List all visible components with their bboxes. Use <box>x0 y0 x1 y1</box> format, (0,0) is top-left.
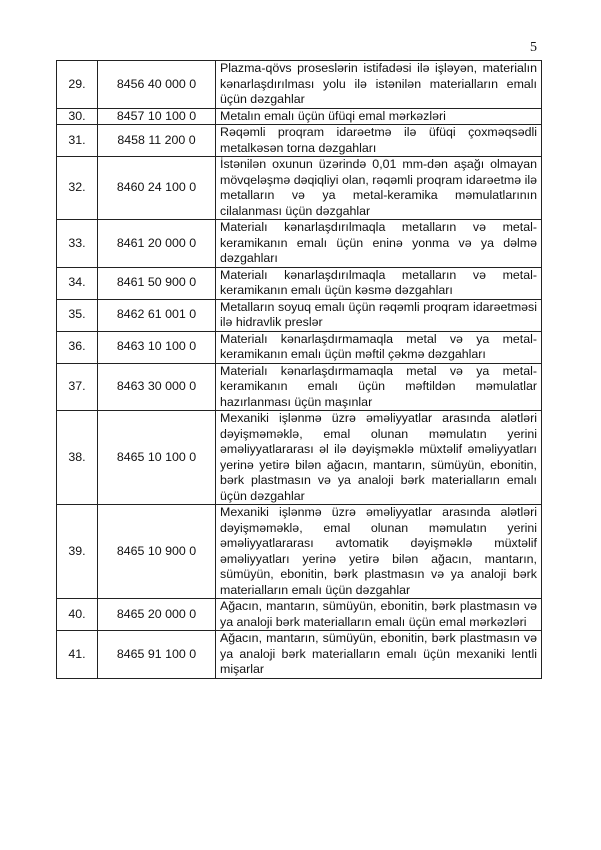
description: Metalların soyuq emalı üçün rəqəmli proqram idarəetməsi ilə hidravlik preslər <box>216 299 542 331</box>
description: İstənilən oxunun üzərində 0,01 mm-dən aşağı olmayan mövqeləşmə dəqiqliyi olan, rəqəmli proqram idarəetmə ilə metalların və ya metal-keramika məmulatlarının cilalanması üçün dəzgahlar <box>216 157 542 220</box>
row-number: 38. <box>57 411 98 505</box>
table-body <box>57 61 542 679</box>
row-number: 31. <box>57 125 98 157</box>
page-number: 5 <box>530 40 537 55</box>
table-row <box>57 267 542 299</box>
row-number: 36. <box>57 331 98 363</box>
customs-code: 8463 10 100 0 <box>98 331 216 363</box>
description: Ağacın, mantarın, sümüyün, ebonitin, bərk plastmasın və ya analoji bərk materialların emalı üçün mexaniki lentli mişarlar <box>216 631 542 679</box>
customs-code: 8458 11 200 0 <box>98 125 216 157</box>
customs-code: 8465 91 100 0 <box>98 631 216 679</box>
table-row <box>57 599 542 631</box>
row-number: 29. <box>57 61 98 109</box>
description: Materialı kənarlaşdırmamaqla metal və ya metal-keramikanın emalı üçün məftildən məmulatlar hazırlanması üçün maşınlar <box>216 363 542 411</box>
row-number: 41. <box>57 631 98 679</box>
table-row <box>57 411 542 505</box>
description: Mexaniki işlənmə üzrə əməliyyatlar arasında alətləri dəyişməməklə, emal olunan məmulatın yerini əməliyyatlararası avtomatik dəyişməklə müxtəlif əməliyyatları yerinə yetirə bilən ağacın, mantarın, sümüyün, ebonitin, bərk plastmasın və ya analoji bərk materialların emalı üçün dəzgahlar <box>216 505 542 599</box>
customs-code: 8456 40 000 0 <box>98 61 216 109</box>
row-number: 32. <box>57 157 98 220</box>
row-number: 35. <box>57 299 98 331</box>
description: Ağacın, mantarın, sümüyün, ebonitin, bərk plastmasın və ya analoji bərk materialların emalı üçün emal mərkəzləri <box>216 599 542 631</box>
row-number: 39. <box>57 505 98 599</box>
table-row <box>57 363 542 411</box>
description: Mexaniki işlənmə üzrə əməliyyatlar arasında alətləri dəyişməməklə, emal olunan məmulatın yerini əməliyyatlararası əl ilə dəyişməklə müxtəlif əməliyyatları yerinə yetirə bilən ağacın, mantarın, sümüyün, ebonitin, bərk plastmasın və ya analoji bərk materialların emalı üçün dəzgahlar <box>216 411 542 505</box>
row-number: 34. <box>57 267 98 299</box>
row-number: 30. <box>57 108 98 125</box>
customs-code: 8465 20 000 0 <box>98 599 216 631</box>
row-number: 37. <box>57 363 98 411</box>
customs-code: 8460 24 100 0 <box>98 157 216 220</box>
table-row <box>57 220 542 268</box>
table-row <box>57 157 542 220</box>
equipment-codes-table <box>56 60 542 679</box>
description: Plazma-qövs proseslərin istifadəsi ilə işləyən, materialın kənarlaşdırılması yolu ilə istənilən materialların emalı üçün dəzgahlar <box>216 61 542 109</box>
customs-code: 8457 10 100 0 <box>98 108 216 125</box>
table-row <box>57 61 542 109</box>
row-number: 33. <box>57 220 98 268</box>
description: Materialı kənarlaşdırılmaqla metalların və metal-keramikanın emalı üçün kəsmə dəzgahları <box>216 267 542 299</box>
table-row <box>57 505 542 599</box>
table-row <box>57 108 542 125</box>
customs-code: 8461 20 000 0 <box>98 220 216 268</box>
description: Rəqəmli proqram idarəetmə ilə üfüqi çoxməqsədli metalkəsən torna dəzgahları <box>216 125 542 157</box>
customs-code: 8461 50 900 0 <box>98 267 216 299</box>
description: Metalın emalı üçün üfüqi emal mərkəzləri <box>216 108 542 125</box>
table-row <box>57 331 542 363</box>
customs-code: 8463 30 000 0 <box>98 363 216 411</box>
table-row <box>57 631 542 679</box>
table-row <box>57 299 542 331</box>
description: Materialı kənarlaşdırılmaqla metalların və metal-keramikanın emalı üçün eninə yonma və ya dəlmə dəzgahları <box>216 220 542 268</box>
description: Materialı kənarlaşdırmamaqla metal və ya metal-keramikanın emalı üçün məftil çəkmə dəzgahları <box>216 331 542 363</box>
row-number: 40. <box>57 599 98 631</box>
customs-code: 8462 61 001 0 <box>98 299 216 331</box>
customs-code: 8465 10 900 0 <box>98 505 216 599</box>
customs-code: 8465 10 100 0 <box>98 411 216 505</box>
table-row <box>57 125 542 157</box>
